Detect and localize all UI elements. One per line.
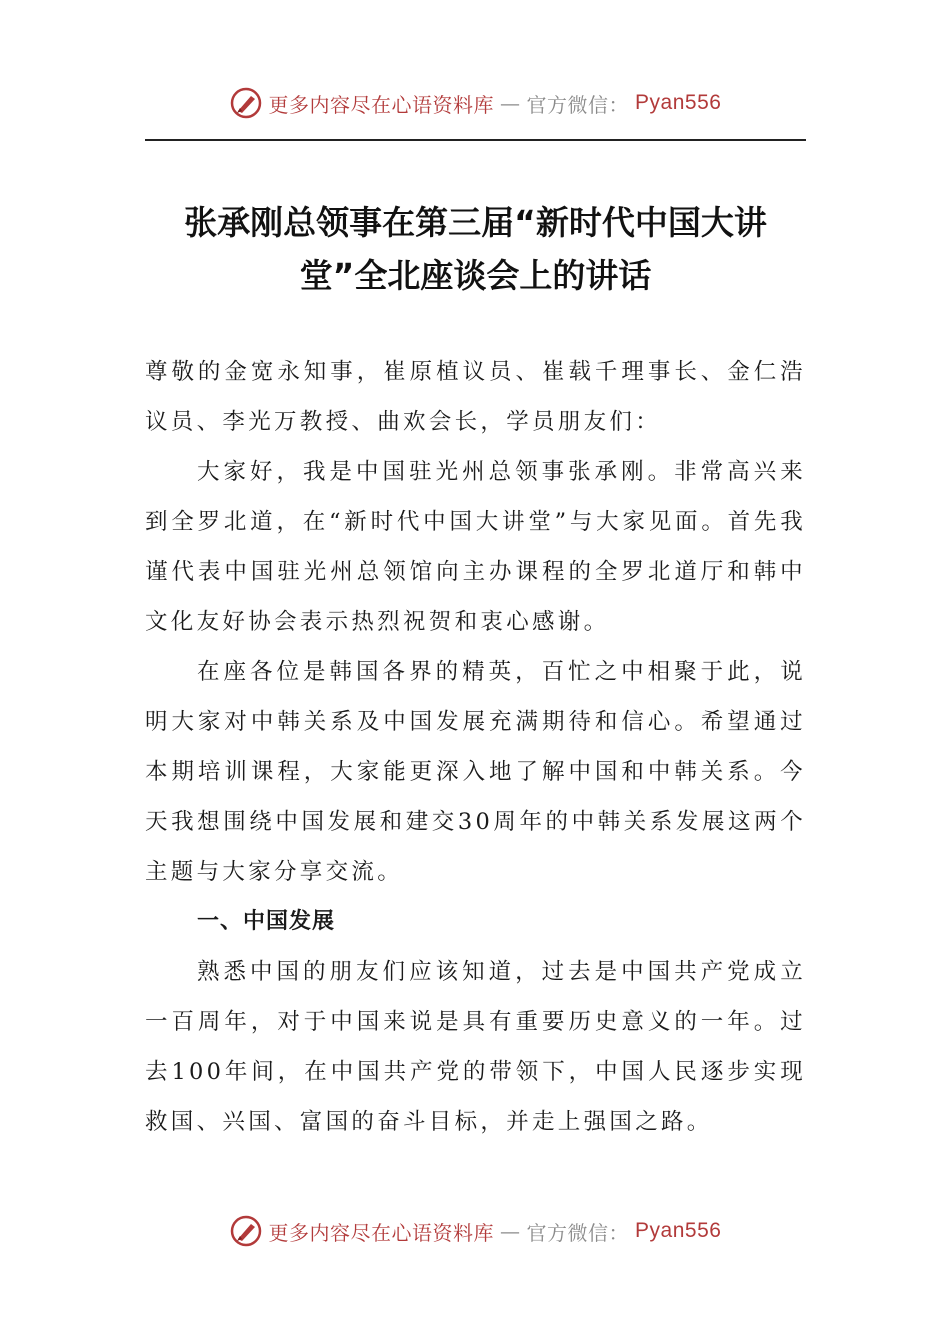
banner-separator: — [500, 1219, 521, 1243]
banner-label: 官方微信： [526, 92, 630, 117]
banner-text: 更多内容尽在心语资料库 [268, 1220, 495, 1245]
header-banner [0, 83, 950, 123]
document-body [145, 347, 806, 1147]
paragraph: 在座各位是韩国各界的精英，百忙之中相聚于此，说明大家对中韩关系及中国发展充满期待和信心。希望通过本期培训课程，大家能更深入地了解中国和中韩关系。今天我想围绕中国发展和建交30周年的中韩关系发展这两个主题与大家分享交流。 [145, 659, 806, 885]
section-heading: 一、中国发展 [197, 909, 336, 934]
pen-logo-icon [229, 86, 263, 120]
pen-logo-icon [229, 1214, 263, 1248]
banner-label: 官方微信： [526, 1220, 630, 1245]
page-title: 张承刚总领事在第三届“新时代中国大讲堂”全北座谈会上的讲话 [184, 203, 767, 295]
paragraph: 大家好，我是中国驻光州总领事张承刚。非常高兴来到全罗北道，在“新时代中国大讲堂”与大家见面。首先我谨代表中国驻光州总领馆向主办课程的全罗北道厅和韩中文化友好协会表示热烈祝贺和衷心感谢。 [145, 459, 806, 635]
banner-separator: — [500, 91, 521, 115]
footer-banner [0, 1211, 950, 1251]
banner-text: 更多内容尽在心语资料库 [268, 92, 495, 117]
greeting: 尊敬的金宽永知事，崔原植议员、崔载千理事长、金仁浩议员、李光万教授、曲欢会长，学员朋友们： [145, 359, 806, 435]
banner-wechat-id: Pyan556 [635, 1219, 722, 1242]
paragraph: 熟悉中国的朋友们应该知道，过去是中国共产党成立一百周年，对于中国来说是具有重要历史意义的一年。过去100年间，在中国共产党的带领下，中国人民逐步实现救国、兴国、富国的奋斗目标，并走上强国之路。 [145, 959, 806, 1135]
header-rule [145, 139, 806, 141]
banner-wechat-id: Pyan556 [635, 91, 722, 114]
